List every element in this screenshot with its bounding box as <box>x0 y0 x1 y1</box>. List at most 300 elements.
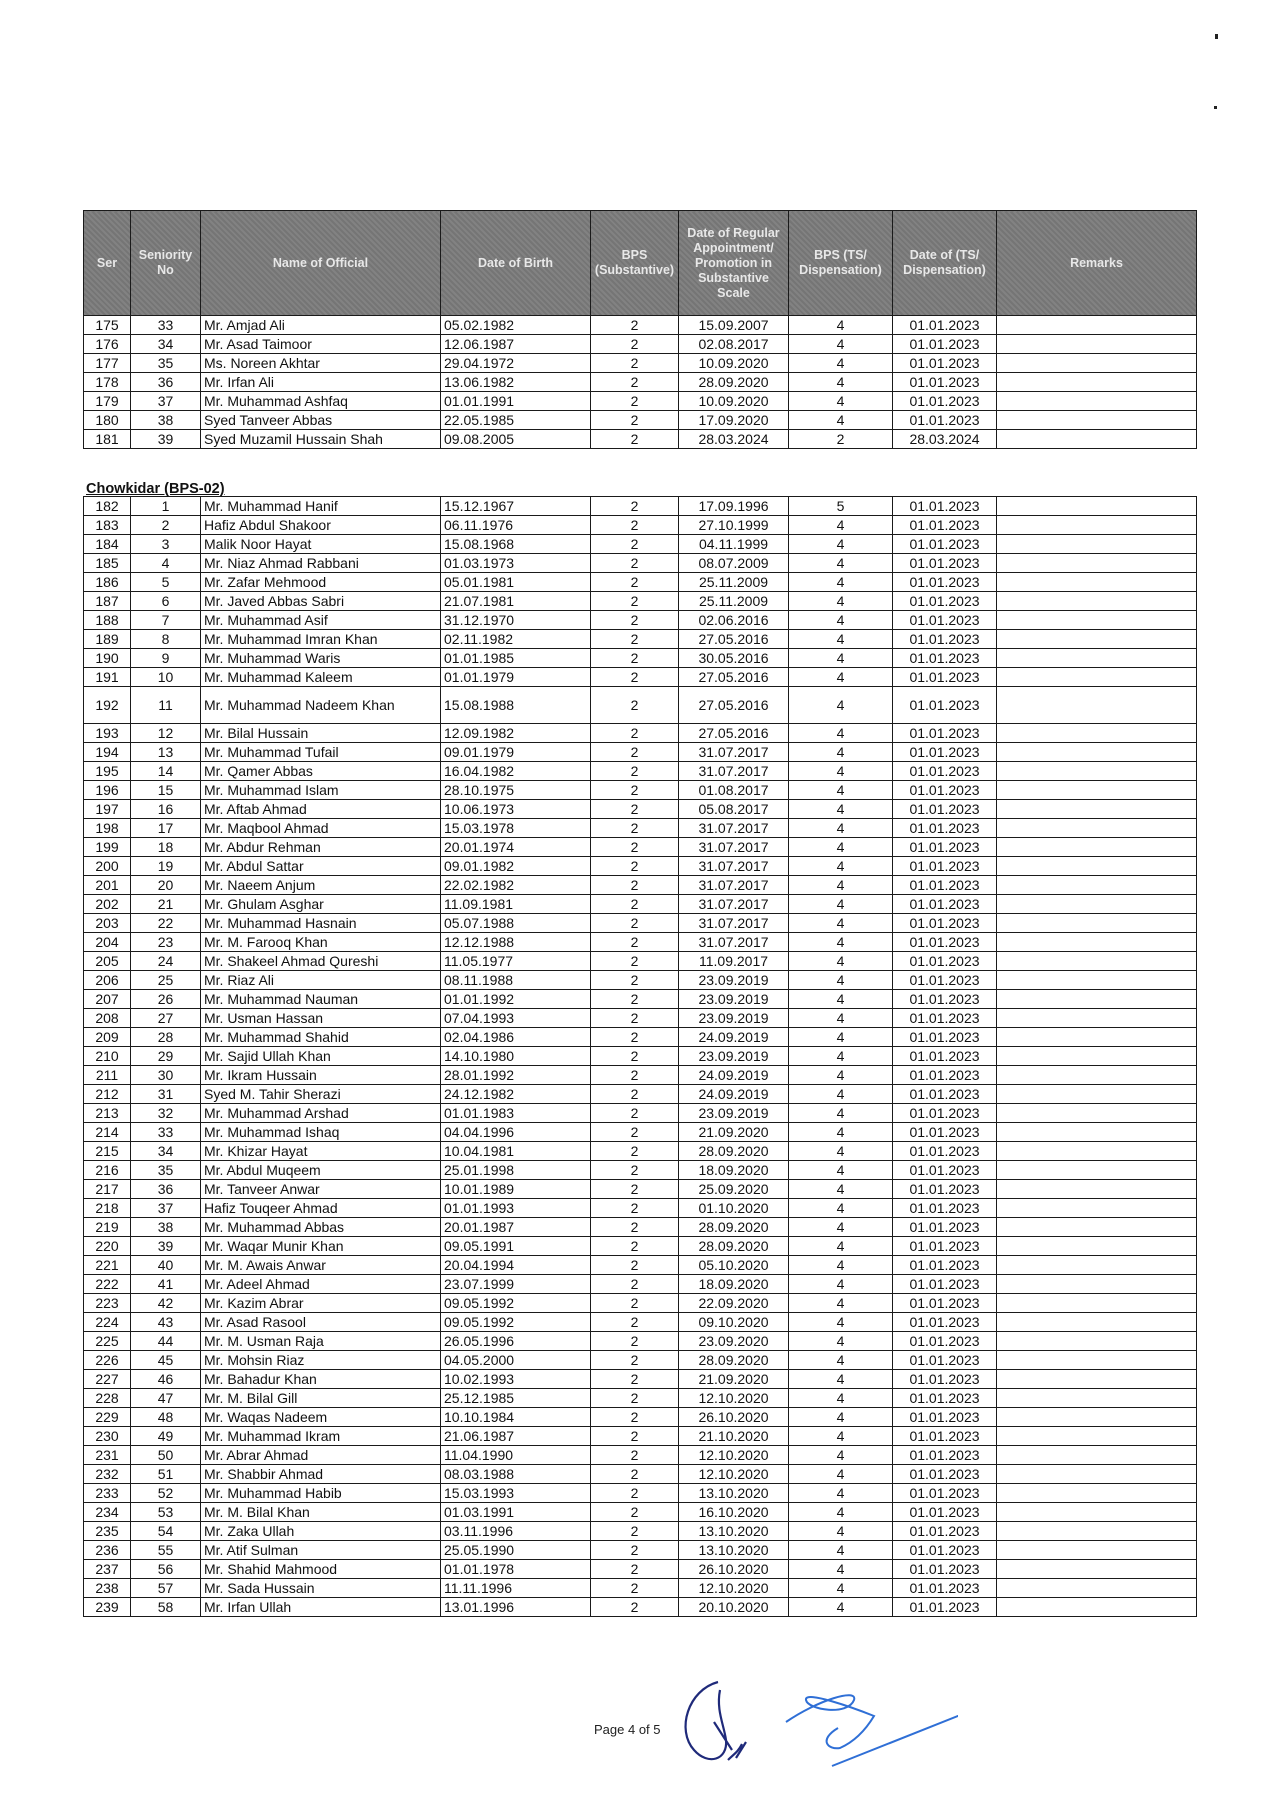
cell-bps-substantive: 2 <box>591 411 679 430</box>
cell-ser: 178 <box>84 373 131 392</box>
cell-seniority-no: 58 <box>131 1598 201 1617</box>
cell-date-ts: 01.01.2023 <box>893 762 997 781</box>
cell-remarks <box>997 392 1197 411</box>
table-row <box>84 895 1197 914</box>
cell-ser: 228 <box>84 1389 131 1408</box>
cell-bps-ts: 4 <box>789 1427 893 1446</box>
cell-date-ts: 01.01.2023 <box>893 1446 997 1465</box>
seniority-table-top <box>83 210 1197 449</box>
cell-dob: 10.02.1993 <box>441 1370 591 1389</box>
cell-bps-substantive: 2 <box>591 1047 679 1066</box>
cell-remarks <box>997 971 1197 990</box>
page-number: Page 4 of 5 <box>594 1722 661 1737</box>
table-body-chowkidar <box>84 497 1197 1617</box>
cell-name: Mr. Asad Taimoor <box>201 335 441 354</box>
cell-dob: 01.01.1978 <box>441 1560 591 1579</box>
cell-name: Mr. Waqar Munir Khan <box>201 1237 441 1256</box>
cell-dob: 10.01.1989 <box>441 1180 591 1199</box>
cell-name: Mr. Sada Hussain <box>201 1579 441 1598</box>
cell-seniority-no: 38 <box>131 411 201 430</box>
cell-seniority-no: 50 <box>131 1446 201 1465</box>
cell-date-ts: 01.01.2023 <box>893 1237 997 1256</box>
cell-seniority-no: 48 <box>131 1408 201 1427</box>
cell-seniority-no: 2 <box>131 516 201 535</box>
cell-date-appointment: 01.08.2017 <box>679 781 789 800</box>
cell-bps-substantive: 2 <box>591 952 679 971</box>
table-row <box>84 1161 1197 1180</box>
cell-dob: 21.07.1981 <box>441 592 591 611</box>
cell-bps-ts: 2 <box>789 430 893 449</box>
cell-dob: 06.11.1976 <box>441 516 591 535</box>
cell-bps-substantive: 2 <box>591 990 679 1009</box>
cell-ser: 180 <box>84 411 131 430</box>
cell-remarks <box>997 497 1197 516</box>
cell-remarks <box>997 1465 1197 1484</box>
cell-name: Mr. Atif Sulman <box>201 1541 441 1560</box>
table-row <box>84 1085 1197 1104</box>
table-body-top <box>84 316 1197 449</box>
cell-date-appointment: 25.11.2009 <box>679 592 789 611</box>
cell-remarks <box>997 933 1197 952</box>
cell-bps-ts: 4 <box>789 516 893 535</box>
cell-date-ts: 01.01.2023 <box>893 1484 997 1503</box>
cell-name: Mr. Adeel Ahmad <box>201 1275 441 1294</box>
cell-ser: 212 <box>84 1085 131 1104</box>
cell-bps-substantive: 2 <box>591 1066 679 1085</box>
cell-bps-ts: 4 <box>789 1085 893 1104</box>
cell-dob: 02.04.1986 <box>441 1028 591 1047</box>
cell-ser: 191 <box>84 668 131 687</box>
cell-dob: 20.04.1994 <box>441 1256 591 1275</box>
cell-remarks <box>997 1484 1197 1503</box>
cell-name: Mr. Sajid Ullah Khan <box>201 1047 441 1066</box>
cell-date-appointment: 16.10.2020 <box>679 1503 789 1522</box>
cell-bps-ts: 4 <box>789 687 893 724</box>
cell-dob: 09.01.1979 <box>441 743 591 762</box>
cell-date-appointment: 31.07.2017 <box>679 876 789 895</box>
cell-name: Mr. Muhammad Ishaq <box>201 1123 441 1142</box>
cell-seniority-no: 41 <box>131 1275 201 1294</box>
cell-ser: 231 <box>84 1446 131 1465</box>
cell-remarks <box>997 316 1197 335</box>
cell-date-appointment: 28.09.2020 <box>679 1351 789 1370</box>
cell-bps-ts: 4 <box>789 819 893 838</box>
cell-ser: 177 <box>84 354 131 373</box>
cell-remarks <box>997 354 1197 373</box>
cell-remarks <box>997 1598 1197 1617</box>
cell-date-ts: 01.01.2023 <box>893 535 997 554</box>
cell-name: Mr. Shakeel Ahmad Qureshi <box>201 952 441 971</box>
cell-remarks <box>997 1066 1197 1085</box>
cell-seniority-no: 38 <box>131 1218 201 1237</box>
cell-bps-ts: 4 <box>789 1161 893 1180</box>
cell-seniority-no: 40 <box>131 1256 201 1275</box>
cell-dob: 25.01.1998 <box>441 1161 591 1180</box>
cell-date-ts: 01.01.2023 <box>893 743 997 762</box>
cell-date-ts: 01.01.2023 <box>893 876 997 895</box>
cell-ser: 203 <box>84 914 131 933</box>
cell-dob: 01.01.1993 <box>441 1199 591 1218</box>
cell-name: Mr. Muhammad Hasnain <box>201 914 441 933</box>
table-row <box>84 1484 1197 1503</box>
table-row <box>84 1541 1197 1560</box>
cell-name: Mr. Zaka Ullah <box>201 1522 441 1541</box>
cell-name: Mr. Muhammad Waris <box>201 649 441 668</box>
cell-seniority-no: 45 <box>131 1351 201 1370</box>
table-row <box>84 1009 1197 1028</box>
cell-remarks <box>997 876 1197 895</box>
cell-ser: 221 <box>84 1256 131 1275</box>
cell-name: Mr. Usman Hassan <box>201 1009 441 1028</box>
cell-date-appointment: 21.09.2020 <box>679 1370 789 1389</box>
cell-date-appointment: 28.09.2020 <box>679 373 789 392</box>
table-row <box>84 1370 1197 1389</box>
cell-date-appointment: 23.09.2019 <box>679 971 789 990</box>
table-row <box>84 1256 1197 1275</box>
table-row <box>84 857 1197 876</box>
cell-bps-ts: 4 <box>789 1180 893 1199</box>
cell-date-ts: 01.01.2023 <box>893 1028 997 1047</box>
cell-remarks <box>997 1199 1197 1218</box>
cell-ser: 202 <box>84 895 131 914</box>
cell-date-appointment: 15.09.2007 <box>679 316 789 335</box>
cell-bps-ts: 4 <box>789 411 893 430</box>
cell-date-ts: 01.01.2023 <box>893 554 997 573</box>
cell-date-appointment: 10.09.2020 <box>679 354 789 373</box>
cell-remarks <box>997 838 1197 857</box>
cell-dob: 31.12.1970 <box>441 611 591 630</box>
cell-bps-substantive: 2 <box>591 430 679 449</box>
cell-bps-ts: 4 <box>789 952 893 971</box>
cell-date-ts: 01.01.2023 <box>893 1066 997 1085</box>
table-row <box>84 1446 1197 1465</box>
cell-date-appointment: 13.10.2020 <box>679 1541 789 1560</box>
cell-seniority-no: 33 <box>131 316 201 335</box>
cell-dob: 11.09.1981 <box>441 895 591 914</box>
cell-date-appointment: 25.09.2020 <box>679 1180 789 1199</box>
cell-name: Mr. Abdul Muqeem <box>201 1161 441 1180</box>
cell-seniority-no: 32 <box>131 1104 201 1123</box>
cell-remarks <box>997 952 1197 971</box>
cell-date-ts: 01.01.2023 <box>893 687 997 724</box>
cell-remarks <box>997 781 1197 800</box>
cell-bps-ts: 4 <box>789 1446 893 1465</box>
cell-date-ts: 01.01.2023 <box>893 1180 997 1199</box>
cell-name: Mr. Javed Abbas Sabri <box>201 592 441 611</box>
cell-dob: 01.01.1979 <box>441 668 591 687</box>
cell-seniority-no: 25 <box>131 971 201 990</box>
cell-dob: 08.03.1988 <box>441 1465 591 1484</box>
cell-date-ts: 01.01.2023 <box>893 1256 997 1275</box>
cell-dob: 09.01.1982 <box>441 857 591 876</box>
cell-bps-ts: 4 <box>789 1522 893 1541</box>
cell-remarks <box>997 1579 1197 1598</box>
cell-bps-substantive: 2 <box>591 781 679 800</box>
cell-dob: 12.09.1982 <box>441 724 591 743</box>
table-row <box>84 1332 1197 1351</box>
cell-bps-ts: 4 <box>789 1579 893 1598</box>
cell-bps-substantive: 2 <box>591 611 679 630</box>
cell-date-appointment: 09.10.2020 <box>679 1313 789 1332</box>
cell-bps-substantive: 2 <box>591 649 679 668</box>
cell-date-appointment: 31.07.2017 <box>679 743 789 762</box>
cell-bps-ts: 4 <box>789 630 893 649</box>
cell-dob: 01.01.1991 <box>441 392 591 411</box>
cell-name: Mr. M. Farooq Khan <box>201 933 441 952</box>
cell-remarks <box>997 335 1197 354</box>
cell-ser: 185 <box>84 554 131 573</box>
cell-remarks <box>997 819 1197 838</box>
cell-name: Syed Tanveer Abbas <box>201 411 441 430</box>
cell-name: Mr. Riaz Ali <box>201 971 441 990</box>
cell-bps-ts: 4 <box>789 316 893 335</box>
cell-remarks <box>997 1161 1197 1180</box>
cell-ser: 186 <box>84 573 131 592</box>
cell-seniority-no: 20 <box>131 876 201 895</box>
cell-ser: 187 <box>84 592 131 611</box>
cell-name: Mr. Muhammad Abbas <box>201 1218 441 1237</box>
cell-date-ts: 01.01.2023 <box>893 1370 997 1389</box>
table-row <box>84 1560 1197 1579</box>
cell-name: Mr. Shabbir Ahmad <box>201 1465 441 1484</box>
cell-date-ts: 01.01.2023 <box>893 1522 997 1541</box>
table-row <box>84 573 1197 592</box>
cell-bps-substantive: 2 <box>591 1199 679 1218</box>
cell-ser: 194 <box>84 743 131 762</box>
cell-ser: 175 <box>84 316 131 335</box>
cell-date-ts: 01.01.2023 <box>893 1427 997 1446</box>
cell-ser: 230 <box>84 1427 131 1446</box>
cell-dob: 15.03.1993 <box>441 1484 591 1503</box>
cell-bps-ts: 4 <box>789 1503 893 1522</box>
cell-ser: 238 <box>84 1579 131 1598</box>
cell-name: Mr. Abdur Rehman <box>201 838 441 857</box>
cell-name: Ms. Noreen Akhtar <box>201 354 441 373</box>
signature-icon <box>668 1670 958 1780</box>
cell-dob: 09.08.2005 <box>441 430 591 449</box>
cell-ser: 222 <box>84 1275 131 1294</box>
cell-seniority-no: 21 <box>131 895 201 914</box>
cell-ser: 224 <box>84 1313 131 1332</box>
cell-date-ts: 01.01.2023 <box>893 724 997 743</box>
cell-date-ts: 01.01.2023 <box>893 952 997 971</box>
cell-date-appointment: 27.05.2016 <box>679 724 789 743</box>
cell-seniority-no: 27 <box>131 1009 201 1028</box>
cell-dob: 12.06.1987 <box>441 335 591 354</box>
table-row <box>84 1294 1197 1313</box>
cell-date-appointment: 18.09.2020 <box>679 1275 789 1294</box>
cell-date-ts: 01.01.2023 <box>893 895 997 914</box>
cell-date-ts: 01.01.2023 <box>893 1294 997 1313</box>
cell-date-appointment: 31.07.2017 <box>679 895 789 914</box>
cell-bps-ts: 4 <box>789 1313 893 1332</box>
cell-name: Mr. Muhammad Hanif <box>201 497 441 516</box>
cell-name: Mr. M. Bilal Khan <box>201 1503 441 1522</box>
cell-ser: 216 <box>84 1161 131 1180</box>
cell-ser: 233 <box>84 1484 131 1503</box>
cell-name: Mr. Shahid Mahmood <box>201 1560 441 1579</box>
cell-bps-substantive: 2 <box>591 1446 679 1465</box>
cell-name: Mr. M. Bilal Gill <box>201 1389 441 1408</box>
cell-date-appointment: 23.09.2019 <box>679 1009 789 1028</box>
cell-dob: 15.08.1968 <box>441 535 591 554</box>
cell-remarks <box>997 1180 1197 1199</box>
cell-name: Mr. Muhammad Kaleem <box>201 668 441 687</box>
cell-dob: 29.04.1972 <box>441 354 591 373</box>
cell-date-ts: 01.01.2023 <box>893 838 997 857</box>
cell-bps-ts: 4 <box>789 1104 893 1123</box>
cell-seniority-no: 57 <box>131 1579 201 1598</box>
cell-bps-ts: 4 <box>789 1275 893 1294</box>
cell-bps-substantive: 2 <box>591 1218 679 1237</box>
cell-date-ts: 01.01.2023 <box>893 1560 997 1579</box>
table-row <box>84 819 1197 838</box>
cell-remarks <box>997 1370 1197 1389</box>
table-row <box>84 1579 1197 1598</box>
cell-bps-ts: 4 <box>789 971 893 990</box>
cell-ser: 227 <box>84 1370 131 1389</box>
cell-remarks <box>997 1389 1197 1408</box>
table-row <box>84 687 1197 724</box>
cell-dob: 13.01.1996 <box>441 1598 591 1617</box>
cell-date-appointment: 27.05.2016 <box>679 630 789 649</box>
cell-dob: 02.11.1982 <box>441 630 591 649</box>
cell-date-appointment: 12.10.2020 <box>679 1465 789 1484</box>
cell-date-ts: 01.01.2023 <box>893 971 997 990</box>
table-row <box>84 1408 1197 1427</box>
cell-seniority-no: 42 <box>131 1294 201 1313</box>
cell-remarks <box>997 592 1197 611</box>
cell-remarks <box>997 1503 1197 1522</box>
cell-date-appointment: 05.08.2017 <box>679 800 789 819</box>
table-row <box>84 1218 1197 1237</box>
cell-date-appointment: 28.03.2024 <box>679 430 789 449</box>
cell-seniority-no: 37 <box>131 392 201 411</box>
cell-ser: 209 <box>84 1028 131 1047</box>
cell-date-appointment: 28.09.2020 <box>679 1142 789 1161</box>
cell-date-appointment: 26.10.2020 <box>679 1560 789 1579</box>
cell-ser: 182 <box>84 497 131 516</box>
cell-seniority-no: 37 <box>131 1199 201 1218</box>
cell-date-ts: 01.01.2023 <box>893 516 997 535</box>
table-row <box>84 497 1197 516</box>
cell-date-appointment: 27.05.2016 <box>679 687 789 724</box>
cell-name: Hafiz Touqeer Ahmad <box>201 1199 441 1218</box>
table-row <box>84 1427 1197 1446</box>
cell-dob: 11.11.1996 <box>441 1579 591 1598</box>
cell-ser: 213 <box>84 1104 131 1123</box>
cell-remarks <box>997 1294 1197 1313</box>
cell-date-ts: 01.01.2023 <box>893 354 997 373</box>
cell-dob: 25.05.1990 <box>441 1541 591 1560</box>
cell-dob: 20.01.1974 <box>441 838 591 857</box>
cell-dob: 09.05.1992 <box>441 1313 591 1332</box>
cell-seniority-no: 33 <box>131 1123 201 1142</box>
cell-bps-substantive: 2 <box>591 1332 679 1351</box>
cell-bps-ts: 4 <box>789 535 893 554</box>
cell-dob: 05.02.1982 <box>441 316 591 335</box>
cell-date-appointment: 02.06.2016 <box>679 611 789 630</box>
cell-bps-ts: 4 <box>789 857 893 876</box>
cell-ser: 218 <box>84 1199 131 1218</box>
cell-dob: 01.01.1983 <box>441 1104 591 1123</box>
cell-name: Mr. Muhammad Asif <box>201 611 441 630</box>
col-header-name: Name of Official <box>201 211 441 316</box>
cell-ser: 237 <box>84 1560 131 1579</box>
cell-bps-ts: 4 <box>789 933 893 952</box>
cell-bps-substantive: 2 <box>591 838 679 857</box>
cell-seniority-no: 29 <box>131 1047 201 1066</box>
cell-ser: 225 <box>84 1332 131 1351</box>
cell-date-ts: 01.01.2023 <box>893 573 997 592</box>
cell-bps-ts: 4 <box>789 743 893 762</box>
cell-bps-substantive: 2 <box>591 819 679 838</box>
cell-name: Mr. Kazim Abrar <box>201 1294 441 1313</box>
table-row <box>84 411 1197 430</box>
cell-date-appointment: 25.11.2009 <box>679 573 789 592</box>
cell-bps-substantive: 2 <box>591 1294 679 1313</box>
col-header-bps-ts: BPS (TS/ Dispensation) <box>789 211 893 316</box>
cell-bps-substantive: 2 <box>591 1598 679 1617</box>
cell-bps-substantive: 2 <box>591 373 679 392</box>
cell-date-appointment: 01.10.2020 <box>679 1199 789 1218</box>
cell-seniority-no: 26 <box>131 990 201 1009</box>
table-row <box>84 971 1197 990</box>
cell-bps-substantive: 2 <box>591 971 679 990</box>
cell-dob: 04.05.2000 <box>441 1351 591 1370</box>
cell-ser: 181 <box>84 430 131 449</box>
cell-ser: 179 <box>84 392 131 411</box>
cell-remarks <box>997 857 1197 876</box>
table-row <box>84 430 1197 449</box>
cell-ser: 208 <box>84 1009 131 1028</box>
cell-name: Mr. Tanveer Anwar <box>201 1180 441 1199</box>
cell-bps-ts: 4 <box>789 592 893 611</box>
cell-seniority-no: 39 <box>131 430 201 449</box>
cell-bps-substantive: 2 <box>591 1484 679 1503</box>
table-row <box>84 1522 1197 1541</box>
cell-date-ts: 01.01.2023 <box>893 1161 997 1180</box>
cell-name: Mr. Qamer Abbas <box>201 762 441 781</box>
cell-dob: 20.01.1987 <box>441 1218 591 1237</box>
cell-bps-substantive: 2 <box>591 1465 679 1484</box>
cell-date-appointment: 22.09.2020 <box>679 1294 789 1313</box>
cell-name: Mr. Amjad Ali <box>201 316 441 335</box>
cell-ser: 192 <box>84 687 131 724</box>
cell-bps-substantive: 2 <box>591 1275 679 1294</box>
cell-bps-substantive: 2 <box>591 1237 679 1256</box>
cell-name: Mr. Khizar Hayat <box>201 1142 441 1161</box>
cell-dob: 05.01.1981 <box>441 573 591 592</box>
cell-bps-ts: 4 <box>789 800 893 819</box>
cell-date-appointment: 13.10.2020 <box>679 1484 789 1503</box>
table-row <box>84 1351 1197 1370</box>
cell-ser: 215 <box>84 1142 131 1161</box>
cell-bps-ts: 4 <box>789 1047 893 1066</box>
cell-ser: 226 <box>84 1351 131 1370</box>
cell-seniority-no: 1 <box>131 497 201 516</box>
cell-remarks <box>997 1427 1197 1446</box>
cell-name: Mr. Asad Rasool <box>201 1313 441 1332</box>
cell-dob: 01.01.1985 <box>441 649 591 668</box>
col-header-date-appointment: Date of Regular Appointment/ Promotion in Substantive Scale <box>679 211 789 316</box>
cell-bps-substantive: 2 <box>591 687 679 724</box>
cell-seniority-no: 54 <box>131 1522 201 1541</box>
scan-mark <box>1214 106 1217 109</box>
cell-remarks <box>997 1446 1197 1465</box>
cell-ser: 234 <box>84 1503 131 1522</box>
table-row <box>84 1465 1197 1484</box>
